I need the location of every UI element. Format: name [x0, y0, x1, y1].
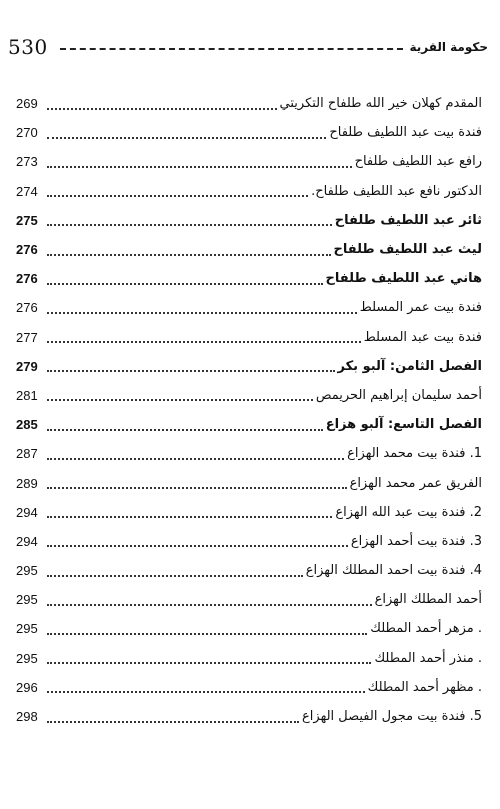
dot-leader — [47, 166, 352, 168]
toc-entry-page: 294 — [16, 533, 38, 549]
toc-entry — [16, 673, 482, 702]
toc-entry — [16, 498, 482, 527]
toc-entry-page: 273 — [16, 154, 38, 170]
dot-leader — [47, 312, 357, 314]
toc-entry — [16, 89, 482, 118]
toc-entry-title: الدكتور نافع عبد اللطيف طلفاح. — [311, 183, 482, 199]
toc-entry — [16, 352, 482, 381]
toc-entry-page: 295 — [16, 563, 38, 579]
toc-entry-title: 4. فندة بيت احمد المطلك الهزاع — [305, 563, 482, 579]
toc-entry — [16, 439, 482, 468]
toc-entry — [16, 235, 482, 264]
toc-entry — [16, 206, 482, 235]
page-header — [8, 30, 488, 64]
toc-entry-page: 279 — [16, 358, 38, 374]
toc-entry — [16, 468, 482, 497]
dot-leader — [47, 254, 331, 256]
dot-leader — [47, 195, 308, 197]
toc-entry-page: 269 — [16, 96, 38, 112]
toc-entry-title: ثائر عبد اللطيف طلفاح — [334, 212, 482, 228]
toc-entry — [16, 556, 482, 585]
toc-entry — [16, 644, 482, 673]
toc-entry-page: 276 — [16, 271, 38, 287]
toc-entry-title: رافع عبد اللطيف طلفاح — [354, 154, 482, 170]
toc-entry — [16, 177, 482, 206]
dot-leader — [47, 283, 323, 285]
dot-leader — [47, 429, 323, 431]
dot-leader — [47, 224, 332, 226]
dot-leader — [47, 545, 348, 547]
dot-leader — [47, 458, 344, 460]
toc-entry-title: 5. فندة بيت مجول الفيصل الهزاع — [302, 709, 482, 725]
toc-entry — [16, 527, 482, 556]
toc-entry-page: 289 — [16, 475, 38, 491]
toc-entry-title: أحمد سليمان إبراهيم الحريمص — [315, 387, 482, 403]
toc-entry-title: الفصل الثامن: آلبو بكر — [337, 358, 482, 374]
toc-entry-page: 270 — [16, 125, 38, 141]
toc-entry-page: 274 — [16, 183, 38, 199]
toc-entry-page: 277 — [16, 329, 38, 345]
dot-leader — [47, 370, 335, 372]
toc-entry-title: فندة بيت عبد اللطيف طلفاح — [329, 125, 482, 141]
dot-leader — [47, 604, 372, 606]
toc-entry-page: 296 — [16, 679, 38, 695]
running-title: حكومة القرية — [409, 40, 488, 54]
toc-entry-title: . مزهر أحمد المطلك — [370, 621, 482, 637]
toc-entry-title: . منذر أحمد المطلك — [374, 650, 482, 666]
toc-entry — [16, 147, 482, 176]
toc-entry — [16, 118, 482, 147]
toc-entry-page: 298 — [16, 709, 38, 725]
dot-leader — [47, 575, 303, 577]
toc-entry — [16, 381, 482, 410]
dot-leader — [47, 487, 347, 489]
toc-entry-title: ليث عبد اللطيف طلفاح — [333, 242, 482, 258]
dot-leader — [47, 516, 332, 518]
dot-leader — [47, 691, 365, 693]
page-number: 530 — [8, 35, 48, 59]
dot-leader — [47, 399, 313, 401]
toc-entry-title: فندة بيت عمر المسلط — [359, 300, 482, 316]
toc-entry-title: هاني عبد اللطيف طلفاح — [325, 271, 482, 287]
toc-entry — [16, 585, 482, 614]
table-of-contents — [16, 89, 482, 731]
toc-entry-page: 295 — [16, 621, 38, 637]
toc-entry — [16, 264, 482, 293]
toc-entry-page: 281 — [16, 387, 38, 403]
toc-entry — [16, 323, 482, 352]
toc-entry-page: 294 — [16, 504, 38, 520]
toc-entry-title: . مظهر أحمد المطلك — [367, 679, 482, 695]
header-rule — [60, 48, 403, 50]
toc-entry — [16, 614, 482, 643]
toc-entry-title: 1. فندة بيت محمد الهزاع — [347, 446, 482, 462]
toc-entry-title: أحمد المطلك الهزاع — [374, 592, 482, 608]
dot-leader — [47, 341, 361, 343]
dot-leader — [47, 137, 326, 139]
toc-entry-page: 285 — [16, 417, 38, 433]
toc-entry-title: المقدم كهلان خير الله طلفاح التكريتي — [279, 96, 482, 112]
dot-leader — [47, 108, 277, 110]
dot-leader — [47, 633, 367, 635]
toc-entry-title: الفصل التاسع: آلبو هزاع — [325, 417, 482, 433]
toc-entry — [16, 410, 482, 439]
toc-entry — [16, 293, 482, 322]
toc-entry-page: 275 — [16, 212, 38, 228]
toc-entry-page: 276 — [16, 242, 38, 258]
toc-entry — [16, 702, 482, 731]
toc-entry-page: 295 — [16, 650, 38, 666]
toc-entry-title: 3. فندة بيت أحمد الهزاع — [350, 533, 482, 549]
dot-leader — [47, 662, 371, 664]
toc-entry-page: 287 — [16, 446, 38, 462]
toc-entry-page: 295 — [16, 592, 38, 608]
toc-entry-title: 2. فندة بيت عبد الله الهزاع — [335, 504, 482, 520]
toc-entry-title: فندة بيت عبد المسلط — [363, 329, 482, 345]
toc-entry-title: الفريق عمر محمد الهزاع — [349, 475, 482, 491]
toc-entry-page: 276 — [16, 300, 38, 316]
dot-leader — [47, 721, 299, 723]
